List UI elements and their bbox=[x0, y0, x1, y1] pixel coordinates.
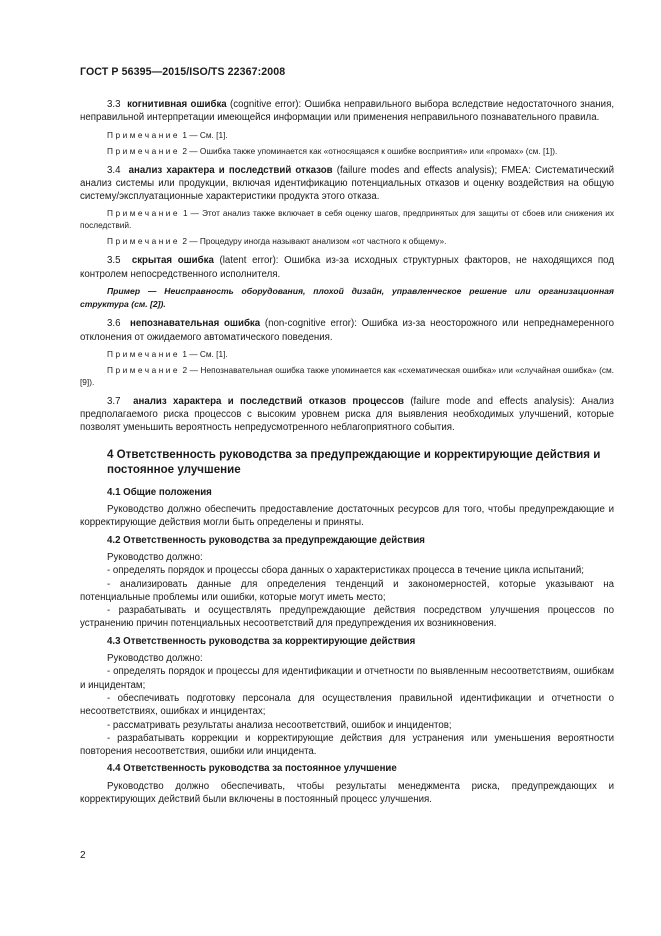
term-name: когнитивная ошибка bbox=[127, 99, 227, 110]
note-label: Примечание bbox=[107, 364, 181, 375]
note-text: 2 — Процедуру иногда называют анализом «от частного к общему». bbox=[182, 236, 447, 247]
note-label: Примечание bbox=[107, 145, 181, 156]
note-label: Примечание bbox=[107, 129, 181, 140]
subsection-4-4-text: Руководство должно обеспечивать, чтобы результаты менеджмента риска, предупреждающих и корректирующих действий были включены в постоянный процесс улучшения. bbox=[80, 780, 614, 805]
subsection-intro: Руководство должно: bbox=[107, 551, 203, 563]
term-name: непознавательная ошибка bbox=[129, 318, 261, 330]
subsection-4-3-title: 4.3 Ответственность руководства за корректирующие действия bbox=[107, 635, 416, 647]
term-definition: (failure mode and effects analysis): Анализ предполагаемого риска процессов с высоким уровнем риска для выявления необходимых улучшений, которые позволят уменьшить вероятность непредусмотренного неблагоприятного события. bbox=[80, 395, 614, 434]
subsection-intro: Руководство должно: bbox=[107, 653, 203, 665]
term-number: 3.4 bbox=[107, 164, 121, 176]
note-text: 1 — См. [1]. bbox=[182, 348, 228, 359]
list-item: - рассматривать результаты анализа несоответствий, ошибок и инцидентов; bbox=[107, 719, 452, 731]
note bbox=[80, 145, 614, 157]
term-definition: (latent error): Ошибка из-за исходных структурных факторов, не находящихся под контролем непосредственного исполнителя. bbox=[80, 255, 614, 280]
list-item: - разрабатывать и осуществлять предупреждающие действия посредством улучшения процессов по устранению причин потенциальных несоответствий для предупреждения их возникновения. bbox=[80, 605, 614, 630]
document-body bbox=[80, 98, 614, 806]
term-name: анализ характера и последствий отказов процессов bbox=[133, 395, 404, 407]
subsection-4-1-title: 4.1 Общие положения bbox=[107, 486, 212, 498]
note bbox=[80, 348, 614, 360]
term-number: 3.6 bbox=[107, 318, 121, 330]
subsection-4-4-title: 4.4 Ответственность руководства за постоянное улучшение bbox=[107, 763, 397, 775]
note bbox=[80, 129, 614, 141]
term-3-3 bbox=[80, 98, 614, 125]
note-label: Примечание bbox=[107, 348, 181, 359]
term-number: 3.3 bbox=[107, 99, 121, 110]
term-3-7 bbox=[80, 395, 614, 435]
note-label: Примечание bbox=[107, 236, 181, 247]
note bbox=[80, 235, 614, 247]
list-item: - обеспечивать подготовку персонала для осуществления правильной идентификации и отчетности о несоответствиях, ошибках и инцидентах; bbox=[80, 692, 614, 718]
example-label: Пример — bbox=[107, 286, 157, 297]
term-name: анализ характера и последствий отказов bbox=[128, 164, 333, 176]
term-3-5 bbox=[80, 254, 614, 281]
subsection-4-2-title: 4.2 Ответственность руководства за предупреждающие действия bbox=[107, 534, 425, 546]
note-text: 2 — Ошибка также упоминается как «относящаяся к ошибке восприятия» или «промах» (см. [1]). bbox=[182, 145, 558, 156]
term-3-4 bbox=[80, 164, 614, 204]
term-definition: (non-cognitive error): Ошибка из-за неосторожного или непреднамеренного отклонения от ожидаемого автоматического поведения. bbox=[80, 318, 614, 343]
example bbox=[80, 285, 614, 310]
section-4-title: 4 Ответственность руководства за предупреждающие и корректирующие действия и постоянное улучшение bbox=[107, 447, 601, 476]
term-number: 3.7 bbox=[107, 395, 121, 407]
note bbox=[80, 207, 614, 231]
term-number: 3.5 bbox=[107, 255, 121, 267]
page-number: 2 bbox=[80, 850, 86, 861]
list-item: - определять порядок и процессы сбора данных о характеристиках процесса в течение цикла испытаний; bbox=[107, 565, 584, 577]
note-text: 1 — Этот анализ также включает в себя оценку шагов, предпринятых для защиты от сбоев или снижения их последствий. bbox=[80, 208, 615, 231]
term-definition: (cognitive error): Ошибка неправильного выбора вследствие недостаточного знания, неправильной интерпретации имеющейся информации или применения неправильного познавательного правила. bbox=[80, 99, 615, 124]
example-text: Неисправность оборудования, плохой дизайн, управленческое решение или организационная структура (см. [2]). bbox=[80, 286, 614, 309]
term-name: скрытая ошибка bbox=[131, 255, 214, 267]
note bbox=[80, 364, 614, 388]
term-3-6 bbox=[80, 317, 614, 344]
term-definition: (failure modes and effects analysis); FMEA: Систематический анализ системы или продукции, включая идентификацию потенциальных отказов и оценку воздействия на общую систему/эксплуатационные характеристики продукта этого отказа. bbox=[80, 164, 615, 203]
list-item: - анализировать данные для определения тенденций и закономерностей, которые указывают на потенциальные проблемы или ошибки, которые могут иметь место; bbox=[80, 578, 614, 603]
note-label: Примечание bbox=[107, 208, 181, 219]
list-item: - определять порядок и процессы для идентификации и отчетности по выявленным несоответствиям, ошибкам и инцидентам; bbox=[80, 666, 614, 691]
subsection-4-1-text: Руководство должно обеспечить предоставление достаточных ресурсов для того, чтобы предупреждающие и корректирующие действия могли быть определены и приняты. bbox=[80, 504, 614, 529]
note-text: 1 — См. [1]. bbox=[182, 129, 228, 140]
list-item: - разрабатывать коррекции и корректирующие действия для устранения или уменьшения вероятности повторения несоответствия, ошибки или инцидента. bbox=[80, 732, 614, 758]
note-text: 2 — Непознавательная ошибка также упоминается как «схематическая ошибка» или «случайная ошибка» (см. [9]). bbox=[80, 364, 614, 387]
document-header: ГОСТ Р 56395—2015/ISO/TS 22367:2008 bbox=[80, 66, 286, 78]
